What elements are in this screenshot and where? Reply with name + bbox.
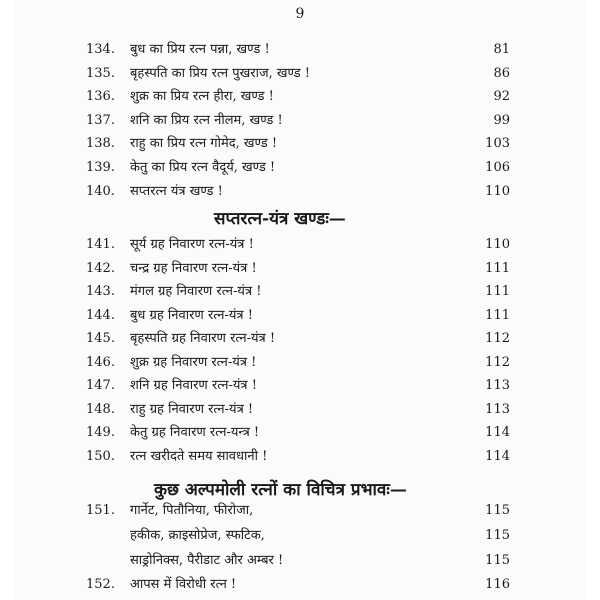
entry-page-number: 114 bbox=[485, 425, 510, 440]
book-page bbox=[14, 0, 586, 600]
entry-page-number: 116 bbox=[485, 577, 510, 593]
entry-page-number: 110 bbox=[485, 237, 510, 252]
entry-page-number: 115 bbox=[485, 503, 510, 518]
entry-page-number: 112 bbox=[485, 331, 510, 346]
entry-title: साड्रोनिक्स, पैरीडाट और अम्बर ! bbox=[130, 552, 284, 568]
entry-title: चन्द्र ग्रह निवारण रत्न-यंत्र ! bbox=[130, 260, 257, 276]
entry-page-number: 111 bbox=[485, 307, 510, 323]
entry-title: राहु का प्रिय रत्न गोमेद, खण्ड ! bbox=[130, 136, 278, 152]
entry-page-number: 110 bbox=[485, 183, 510, 199]
toc-entry bbox=[86, 525, 510, 547]
entry-page-number: 99 bbox=[493, 112, 510, 128]
toc-entry bbox=[86, 110, 510, 132]
entry-title: सप्तरत्न यंत्र खण्ड ! bbox=[130, 183, 223, 199]
entry-page-number: 115 bbox=[485, 552, 510, 568]
entry-number: 143. bbox=[86, 284, 115, 299]
entry-page-number: 103 bbox=[485, 136, 510, 152]
entry-number: 151. bbox=[86, 503, 115, 518]
entry-title: सूर्य ग्रह निवारण रत्न-यंत्र ! bbox=[130, 237, 254, 252]
entry-number: 138. bbox=[86, 136, 115, 152]
toc-entry bbox=[86, 375, 510, 397]
entry-number: 135. bbox=[86, 65, 115, 81]
entry-title: राहु ग्रह निवारण रत्न-यंत्र ! bbox=[130, 401, 254, 417]
entry-number: 147. bbox=[86, 378, 115, 393]
entry-title: आपस में विरोधी रत्न ! bbox=[130, 577, 237, 593]
entry-page-number: 106 bbox=[485, 160, 510, 175]
toc-entry bbox=[86, 63, 510, 85]
entry-title: शनि ग्रह निवारण रत्न-यंत्र ! bbox=[130, 378, 257, 393]
toc-entry bbox=[86, 328, 510, 350]
entry-number: 136. bbox=[86, 89, 115, 105]
toc-entry bbox=[86, 258, 510, 280]
entry-number: 140. bbox=[86, 183, 115, 199]
entry-title: मंगल ग्रह निवारण रत्न-यंत्र ! bbox=[130, 284, 262, 299]
toc-entry bbox=[86, 133, 510, 155]
entry-number: 148. bbox=[86, 401, 115, 417]
entry-title: हकीक, क्राइसोप्रेज, स्फटिक, bbox=[130, 527, 265, 543]
toc-entry bbox=[86, 446, 510, 468]
entry-number: 150. bbox=[86, 448, 115, 464]
toc-entry bbox=[86, 500, 510, 522]
entry-page-number: 113 bbox=[485, 378, 510, 393]
section-heading-saptaratna: सप्तरत्न-यंत्र खण्डः— bbox=[214, 209, 346, 229]
entry-title: गार्नेट, पितौनिया, फीरोजा, bbox=[130, 503, 254, 518]
entry-title: केतु ग्रह निवारण रत्न-यन्त्र ! bbox=[130, 425, 260, 440]
entry-title: शुक्र ग्रह निवारण रत्न-यंत्र ! bbox=[130, 354, 257, 370]
toc-entry bbox=[86, 550, 510, 572]
entry-page-number: 115 bbox=[485, 527, 510, 543]
entry-page-number: 112 bbox=[485, 354, 510, 370]
toc-entry bbox=[86, 39, 510, 61]
entry-page-number: 92 bbox=[493, 89, 510, 105]
toc-entry bbox=[86, 422, 510, 444]
section-heading-alpamoli: कुछ अल्पमोली रत्नों का विचित्र प्रभावः— bbox=[154, 480, 407, 500]
entry-page-number: 113 bbox=[485, 401, 510, 417]
toc-entry bbox=[86, 181, 510, 203]
toc-entry bbox=[86, 86, 510, 108]
entry-page-number: 81 bbox=[493, 42, 510, 57]
entry-title: बृहस्पति का प्रिय रत्न पुखराज, खण्ड ! bbox=[130, 65, 310, 81]
toc-entry bbox=[86, 399, 510, 421]
toc-entry bbox=[86, 234, 510, 256]
entry-number: 137. bbox=[86, 112, 115, 128]
toc-entry bbox=[86, 352, 510, 374]
entry-number: 139. bbox=[86, 160, 115, 175]
entry-number: 142. bbox=[86, 260, 115, 276]
entry-page-number: 86 bbox=[493, 65, 510, 81]
entry-title: बुध ग्रह निवारण रत्न-यंत्र ! bbox=[130, 307, 253, 323]
entry-number: 145. bbox=[86, 331, 115, 346]
entry-page-number: 111 bbox=[485, 260, 510, 276]
toc-entry bbox=[86, 157, 510, 179]
toc-entry bbox=[86, 574, 510, 596]
page-number: 9 bbox=[295, 6, 305, 22]
entry-title: रत्न खरीदते समय सावधानी ! bbox=[130, 448, 268, 464]
entry-number: 152. bbox=[86, 577, 115, 593]
entry-number: 144. bbox=[86, 307, 115, 323]
toc-entry bbox=[86, 305, 510, 327]
entry-title: शुक्र का प्रिय रत्न हीरा, खण्ड ! bbox=[130, 89, 274, 105]
toc-entry bbox=[86, 281, 510, 303]
entry-page-number: 111 bbox=[485, 284, 510, 299]
entry-number: 134. bbox=[86, 42, 115, 57]
entry-number: 141. bbox=[86, 237, 115, 252]
entry-title: केतु का प्रिय रत्न वैदूर्य, खण्ड ! bbox=[130, 160, 276, 175]
entry-title: बृहस्पति ग्रह निवारण रत्न-यंत्र ! bbox=[130, 331, 276, 346]
entry-title: बुध का प्रिय रत्न पन्ना, खण्ड ! bbox=[130, 42, 270, 57]
entry-number: 146. bbox=[86, 354, 115, 370]
entry-page-number: 114 bbox=[485, 448, 510, 464]
entry-number: 149. bbox=[86, 425, 115, 440]
entry-title: शनि का प्रिय रत्न नीलम, खण्ड ! bbox=[130, 112, 283, 128]
